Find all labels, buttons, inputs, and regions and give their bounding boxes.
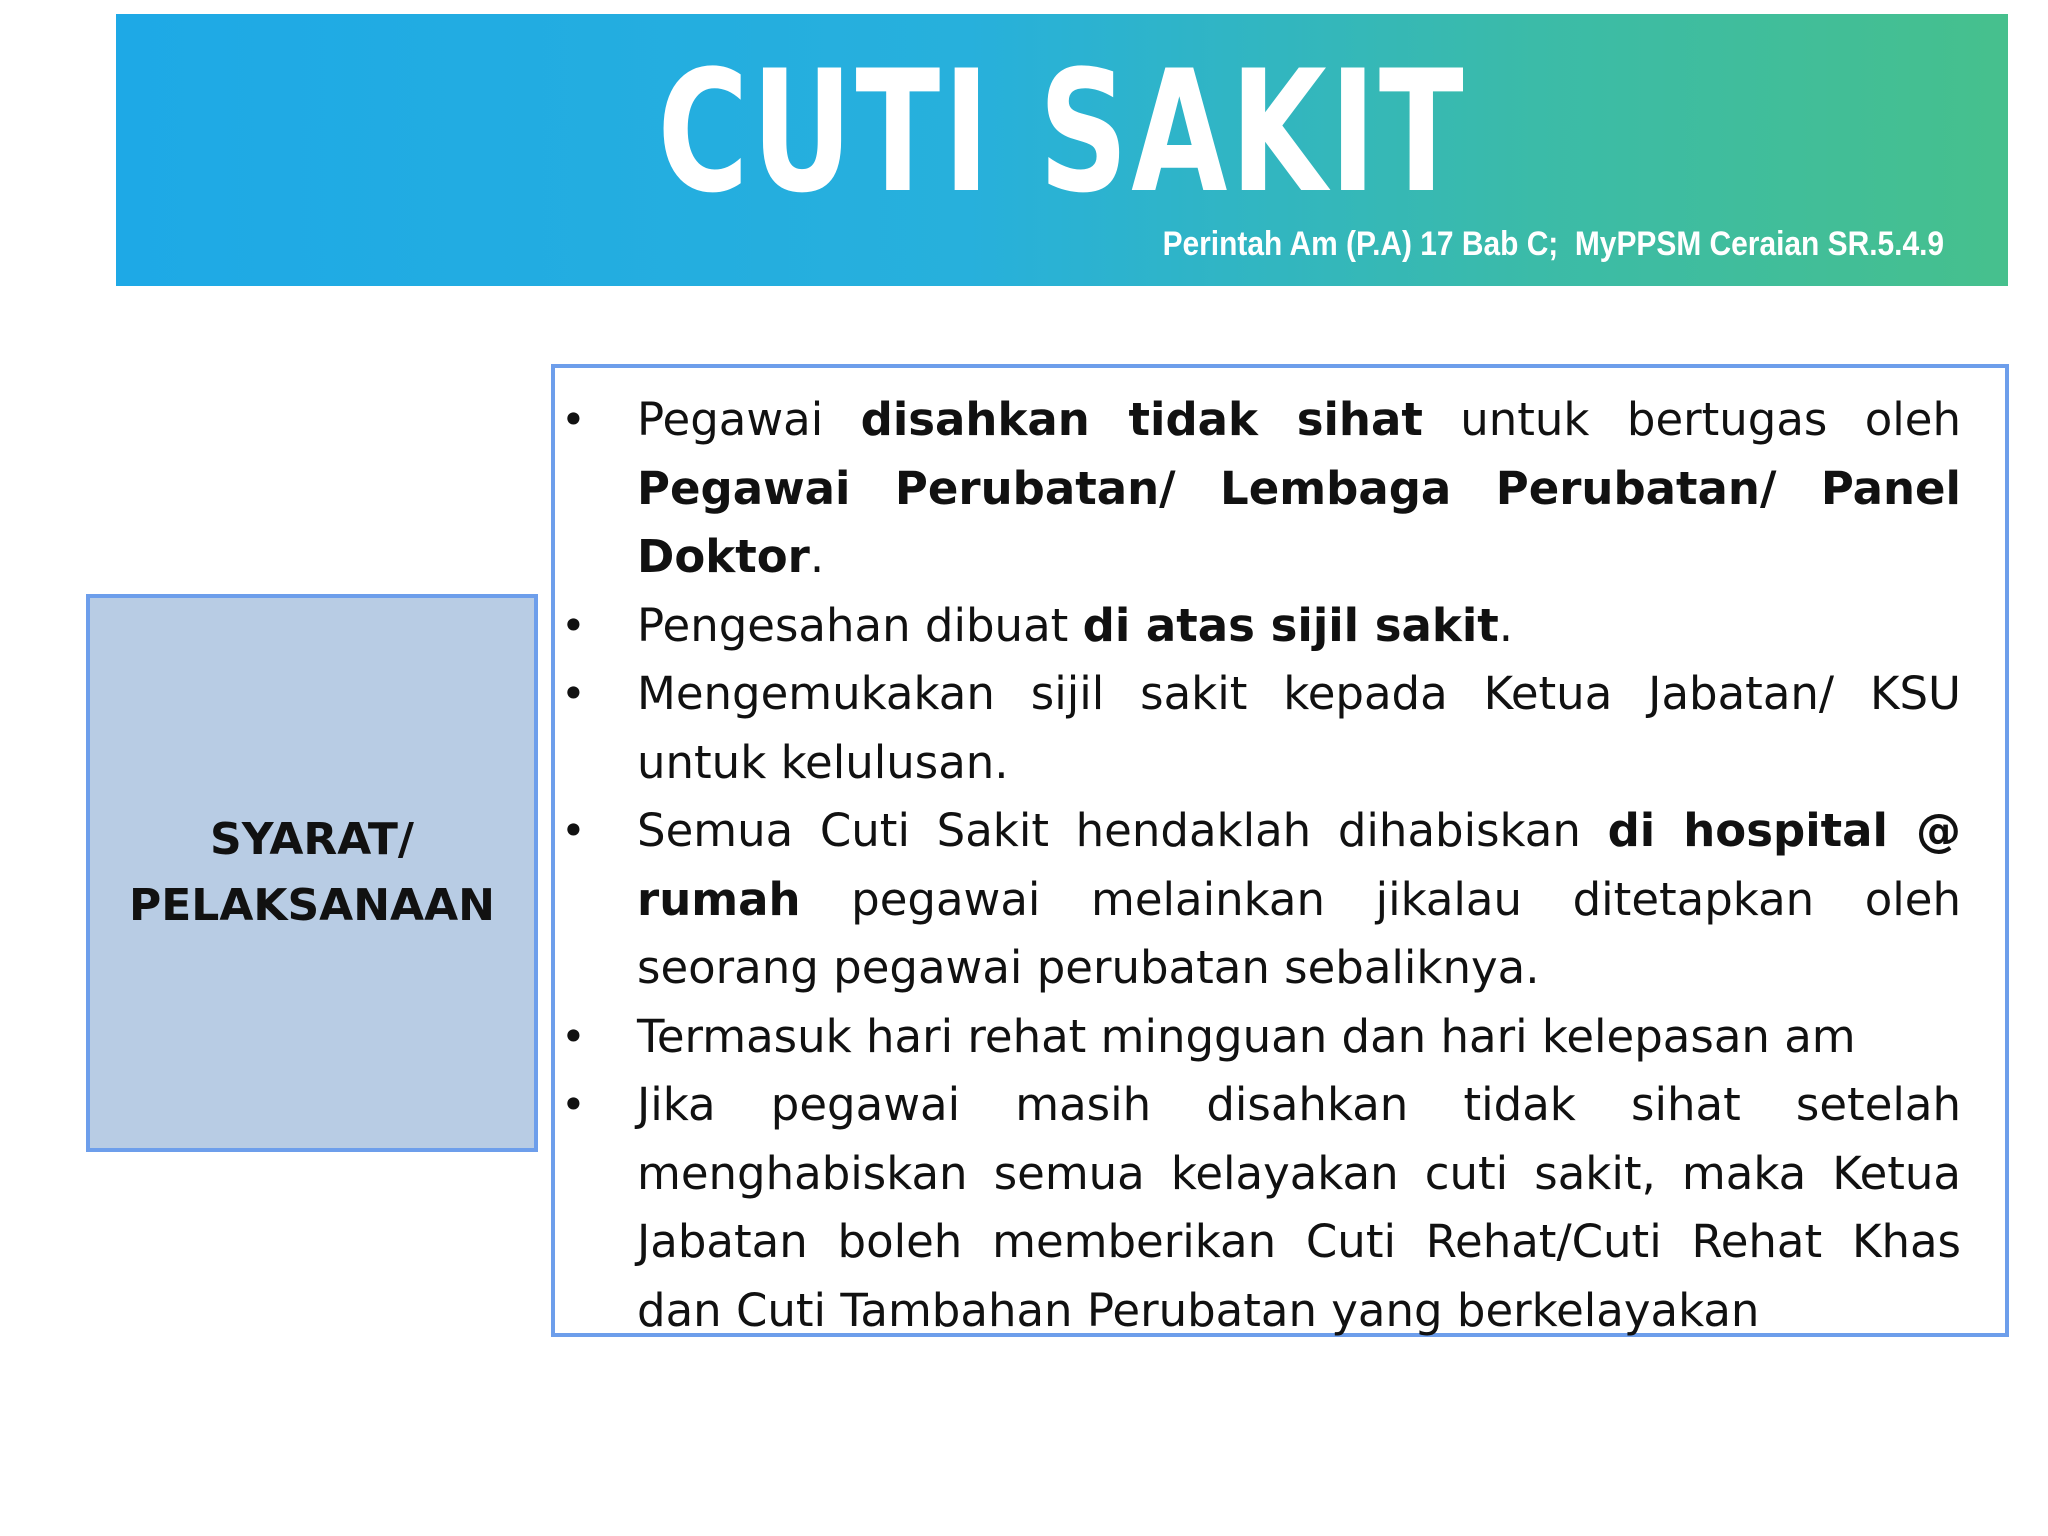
- text-run: Termasuk hari rehat mingguan dan hari kelepasan am: [637, 1009, 1856, 1063]
- section-label-line1: SYARAT/: [210, 814, 414, 865]
- list-item: [555, 797, 2005, 1003]
- bold-run: Pegawai Perubatan/ Lembaga Perubatan/ Panel Doktor: [637, 461, 1961, 583]
- text-run: pegawai melainkan jikalau ditetapkan oleh seorang pegawai perubatan sebaliknya.: [637, 872, 1961, 994]
- bullet-icon: •: [561, 806, 586, 855]
- bullet-icon: •: [561, 1011, 586, 1061]
- section-label-line2: PELAKSANAAN: [129, 880, 495, 931]
- bullet-icon: •: [561, 395, 586, 444]
- text-run: .: [1498, 598, 1514, 652]
- text-run: .: [809, 530, 825, 583]
- list-item: [555, 1071, 2005, 1345]
- text-run: Mengemukakan sijil sakit kepada Ketua Jabatan/ KSU untuk kelulusan.: [637, 667, 1961, 789]
- page-title: CUTI SAKIT: [657, 34, 1467, 230]
- requirements-box: [551, 364, 2009, 1337]
- list-item: [555, 386, 2005, 592]
- list-item: [555, 660, 2005, 797]
- text-run: untuk bertugas oleh: [1422, 393, 1961, 446]
- text-run: Jika pegawai masih disahkan tidak sihat setelah menghabiskan semua kelayakan cuti sakit, maka Ketua Jabatan boleh memberikan Cuti Rehat/Cuti Rehat Khas dan Cuti Tambahan Perubatan yang berkelayakan: [637, 1078, 1961, 1337]
- bullet-icon: •: [561, 600, 586, 650]
- bullet-icon: •: [561, 1080, 586, 1129]
- text-run: Pegawai: [637, 393, 861, 446]
- bold-run: disahkan tidak sihat: [860, 393, 1423, 446]
- reference-subtitle: Perintah Am (P.A) 17 Bab C; MyPPSM Ceraian SR.5.4.9: [1162, 225, 1944, 263]
- requirements-list: [555, 386, 2005, 1345]
- bold-run: di atas sijil sakit: [1082, 598, 1499, 652]
- title-banner: [116, 14, 2008, 286]
- list-item: [555, 1003, 2005, 1072]
- section-label: [129, 807, 495, 939]
- text-run: Pengesahan dibuat: [637, 598, 1083, 652]
- bold-run: di hospital @ rumah: [637, 804, 1961, 926]
- text-run: Semua Cuti Sakit hendaklah dihabiskan: [637, 804, 1608, 857]
- list-item: [555, 592, 2005, 661]
- bullet-icon: •: [561, 669, 586, 718]
- section-label-box: [86, 594, 538, 1152]
